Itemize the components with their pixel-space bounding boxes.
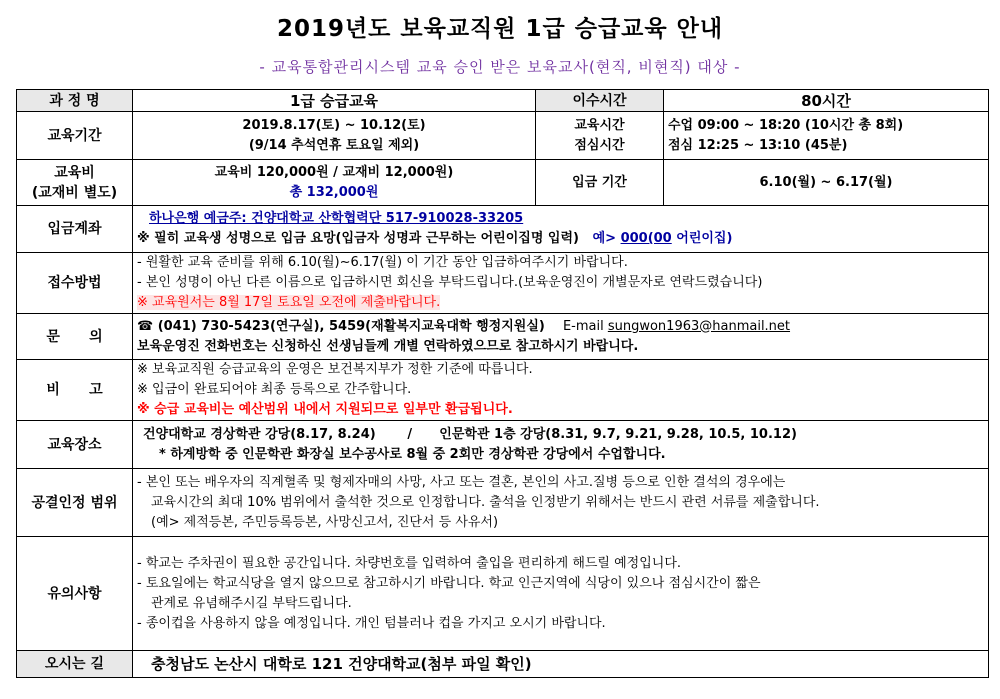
- notes-label: 유의사항: [17, 537, 133, 651]
- table-row: [17, 314, 989, 360]
- notes-line-4: - 종이컵을 사용하지 않을 예정입니다. 개인 텀블러나 컵을 가지고 오시기 바랍니다.: [137, 615, 606, 631]
- deposit-example-name: 000(00: [620, 231, 672, 246]
- lunch-time-label: 점심시간: [574, 137, 625, 153]
- absence-value: [133, 469, 989, 537]
- fee-label-sub: (교재비 별도): [31, 184, 118, 201]
- reception-value: [133, 253, 989, 314]
- deposit-example-suffix: 어린이집): [671, 231, 733, 246]
- time-labels: [536, 112, 664, 160]
- course-label: 과 정 명: [17, 90, 133, 112]
- table-row: [17, 253, 989, 314]
- table-row: [17, 360, 989, 421]
- class-time-value: 수업 09:00 ~ 18:20 (10시간 총 8회): [668, 117, 904, 133]
- lunch-time-value: 점심 12:25 ~ 13:10 (45분): [668, 137, 848, 153]
- notes-line-3: 관계로 유념해주시길 부탁드립니다.: [151, 595, 352, 611]
- bank-account: 하나은행 예금주: 건양대학교 산학협력단 517-910028-33205: [149, 211, 524, 226]
- venue-line-2: * 하계방학 중 인문학관 화장실 보수공사로 8월 중 2회만 경상학관 강당에서 수업합니다.: [159, 446, 666, 462]
- table-row: [17, 206, 989, 253]
- deposit-period-label: 입금 기간: [536, 160, 664, 206]
- deposit-note-text: ※ 필히 교육생 성명으로 입금 요망(입금자 성명과 근무하는 어린이집명 입력): [137, 231, 579, 246]
- period-exclusion: (9/14 추석연휴 토요일 제외): [248, 137, 420, 153]
- absence-label: 공결인정 범위: [17, 469, 133, 537]
- email-link[interactable]: sungwon1963@hanmail.net: [607, 318, 791, 334]
- inquiry-label: 문 의: [17, 314, 133, 360]
- table-row: [17, 469, 989, 537]
- period-value: [133, 112, 536, 160]
- directions-label: 오시는 길: [17, 651, 133, 678]
- page-subtitle: - 교육통합관리시스템 교육 승인 받은 보육교사(현직, 비현직) 대상 -: [259, 58, 741, 76]
- reception-line-1: - 원활한 교육 준비를 위해 6.10(월)~6.17(월) 이 기간 동안 입금하여주시기 바랍니다.: [137, 255, 628, 270]
- account-label: 입금계좌: [17, 206, 133, 253]
- directions-value: 충청남도 논산시 대학로 121 건양대학교(첨부 파일 확인): [133, 651, 989, 678]
- inquiry-line-2: 보육운영진 전화번호는 신청하신 선생님들께 개별 연락하였으므로 참고하시기 바랍니다.: [137, 338, 639, 354]
- deposit-period-value: 6.10(월) ~ 6.17(월): [664, 160, 989, 206]
- hours-label: 이수시간: [536, 90, 664, 112]
- remarks-line-2: ※ 입금이 완료되어야 최종 등록으로 간주합니다.: [137, 382, 412, 397]
- table-row: [17, 112, 989, 160]
- phone-number: ☎ (041) 730-5423(연구실), 5459(재활복지교육대학 행정지원실): [137, 318, 545, 334]
- table-row: [17, 421, 989, 469]
- inquiry-contact: [137, 317, 984, 337]
- absence-line-1: - 본인 또는 배우자의 직계혈족 및 형제자매의 사망, 사고 또는 결혼, 본인의 사고.질병 등으로 인한 결석의 경우에는: [137, 474, 786, 490]
- period-label: 교육기간: [17, 112, 133, 160]
- venue-label: 교육장소: [17, 421, 133, 469]
- remarks-line-1: ※ 보육교직원 승급교육의 운영은 보건복지부가 정한 기준에 따릅니다.: [137, 362, 533, 377]
- hours-value: 80시간: [664, 90, 989, 112]
- fee-label-main: 교육비: [54, 164, 95, 181]
- inquiry-value: [133, 314, 989, 360]
- fee-value: [133, 160, 536, 206]
- deposit-note: [137, 229, 984, 249]
- notes-line-2: - 토요일에는 학교식당을 열지 않으므로 참고하시기 바랍니다. 학교 인근지역에 식당이 있으나 점심시간이 짧은: [137, 575, 761, 591]
- info-table: [16, 89, 989, 678]
- fee-breakdown: 교육비 120,000원 / 교재비 12,000원): [214, 164, 454, 180]
- table-row: [17, 90, 989, 112]
- period-dates: 2019.8.17(토) ~ 10.12(토): [242, 117, 426, 133]
- deposit-example-prefix: 예>: [592, 231, 621, 246]
- reception-line-3-text: ※ 교육원서는 8월 17일 토요일 오전에 제출바랍니다.: [137, 295, 441, 310]
- course-value: 1급 승급교육: [133, 90, 536, 112]
- table-row: [17, 537, 989, 651]
- fee-label: [17, 160, 133, 206]
- notes-value: [133, 537, 989, 651]
- venue-separator: /: [407, 426, 413, 442]
- time-values: [664, 112, 989, 160]
- venue-value: [133, 421, 989, 469]
- table-row: [17, 160, 989, 206]
- reception-line-3: [137, 293, 984, 313]
- page-title: 2019년도 보육교직원 1급 승급교육 안내: [276, 16, 724, 42]
- reception-label: 접수방법: [17, 253, 133, 314]
- fee-total: 총 132,000원: [289, 184, 379, 200]
- venue-hall-2: 인문학관 1층 강당(8.31, 9.7, 9.21, 9.28, 10.5, 10.12): [439, 426, 797, 442]
- remarks-line-3: ※ 승급 교육비는 예산범위 내에서 지원되므로 일부만 환급됩니다.: [137, 402, 513, 417]
- venue-hall-1: 건양대학교 경상학관 강당(8.17, 8.24): [143, 426, 376, 442]
- remarks-value: [133, 360, 989, 421]
- account-value: [133, 206, 989, 253]
- class-time-label: 교육시간: [574, 117, 625, 133]
- deposit-example: [593, 231, 733, 246]
- notes-line-1: - 학교는 주차권이 필요한 공간입니다. 차량번호를 입력하여 출입을 편리하게 해드릴 예정입니다.: [137, 555, 682, 571]
- email-label: E-mail: [562, 318, 608, 334]
- absence-line-3: (예> 제적등본, 주민등록등본, 사망신고서, 진단서 등 사유서): [151, 514, 499, 530]
- reception-line-2: - 본인 성명이 아닌 다른 이름으로 입금하시면 회신을 부탁드립니다.(보육운영진이 개별문자로 연락드렸습니다): [137, 275, 763, 290]
- absence-line-2: 교육시간의 최대 10% 범위에서 출석한 것으로 인정합니다. 출석을 인정받기 위해서는 반드시 관련 서류를 제출합니다.: [151, 494, 820, 510]
- remarks-label: 비 고: [17, 360, 133, 421]
- table-row: [17, 651, 989, 678]
- venue-line-1: [137, 425, 984, 445]
